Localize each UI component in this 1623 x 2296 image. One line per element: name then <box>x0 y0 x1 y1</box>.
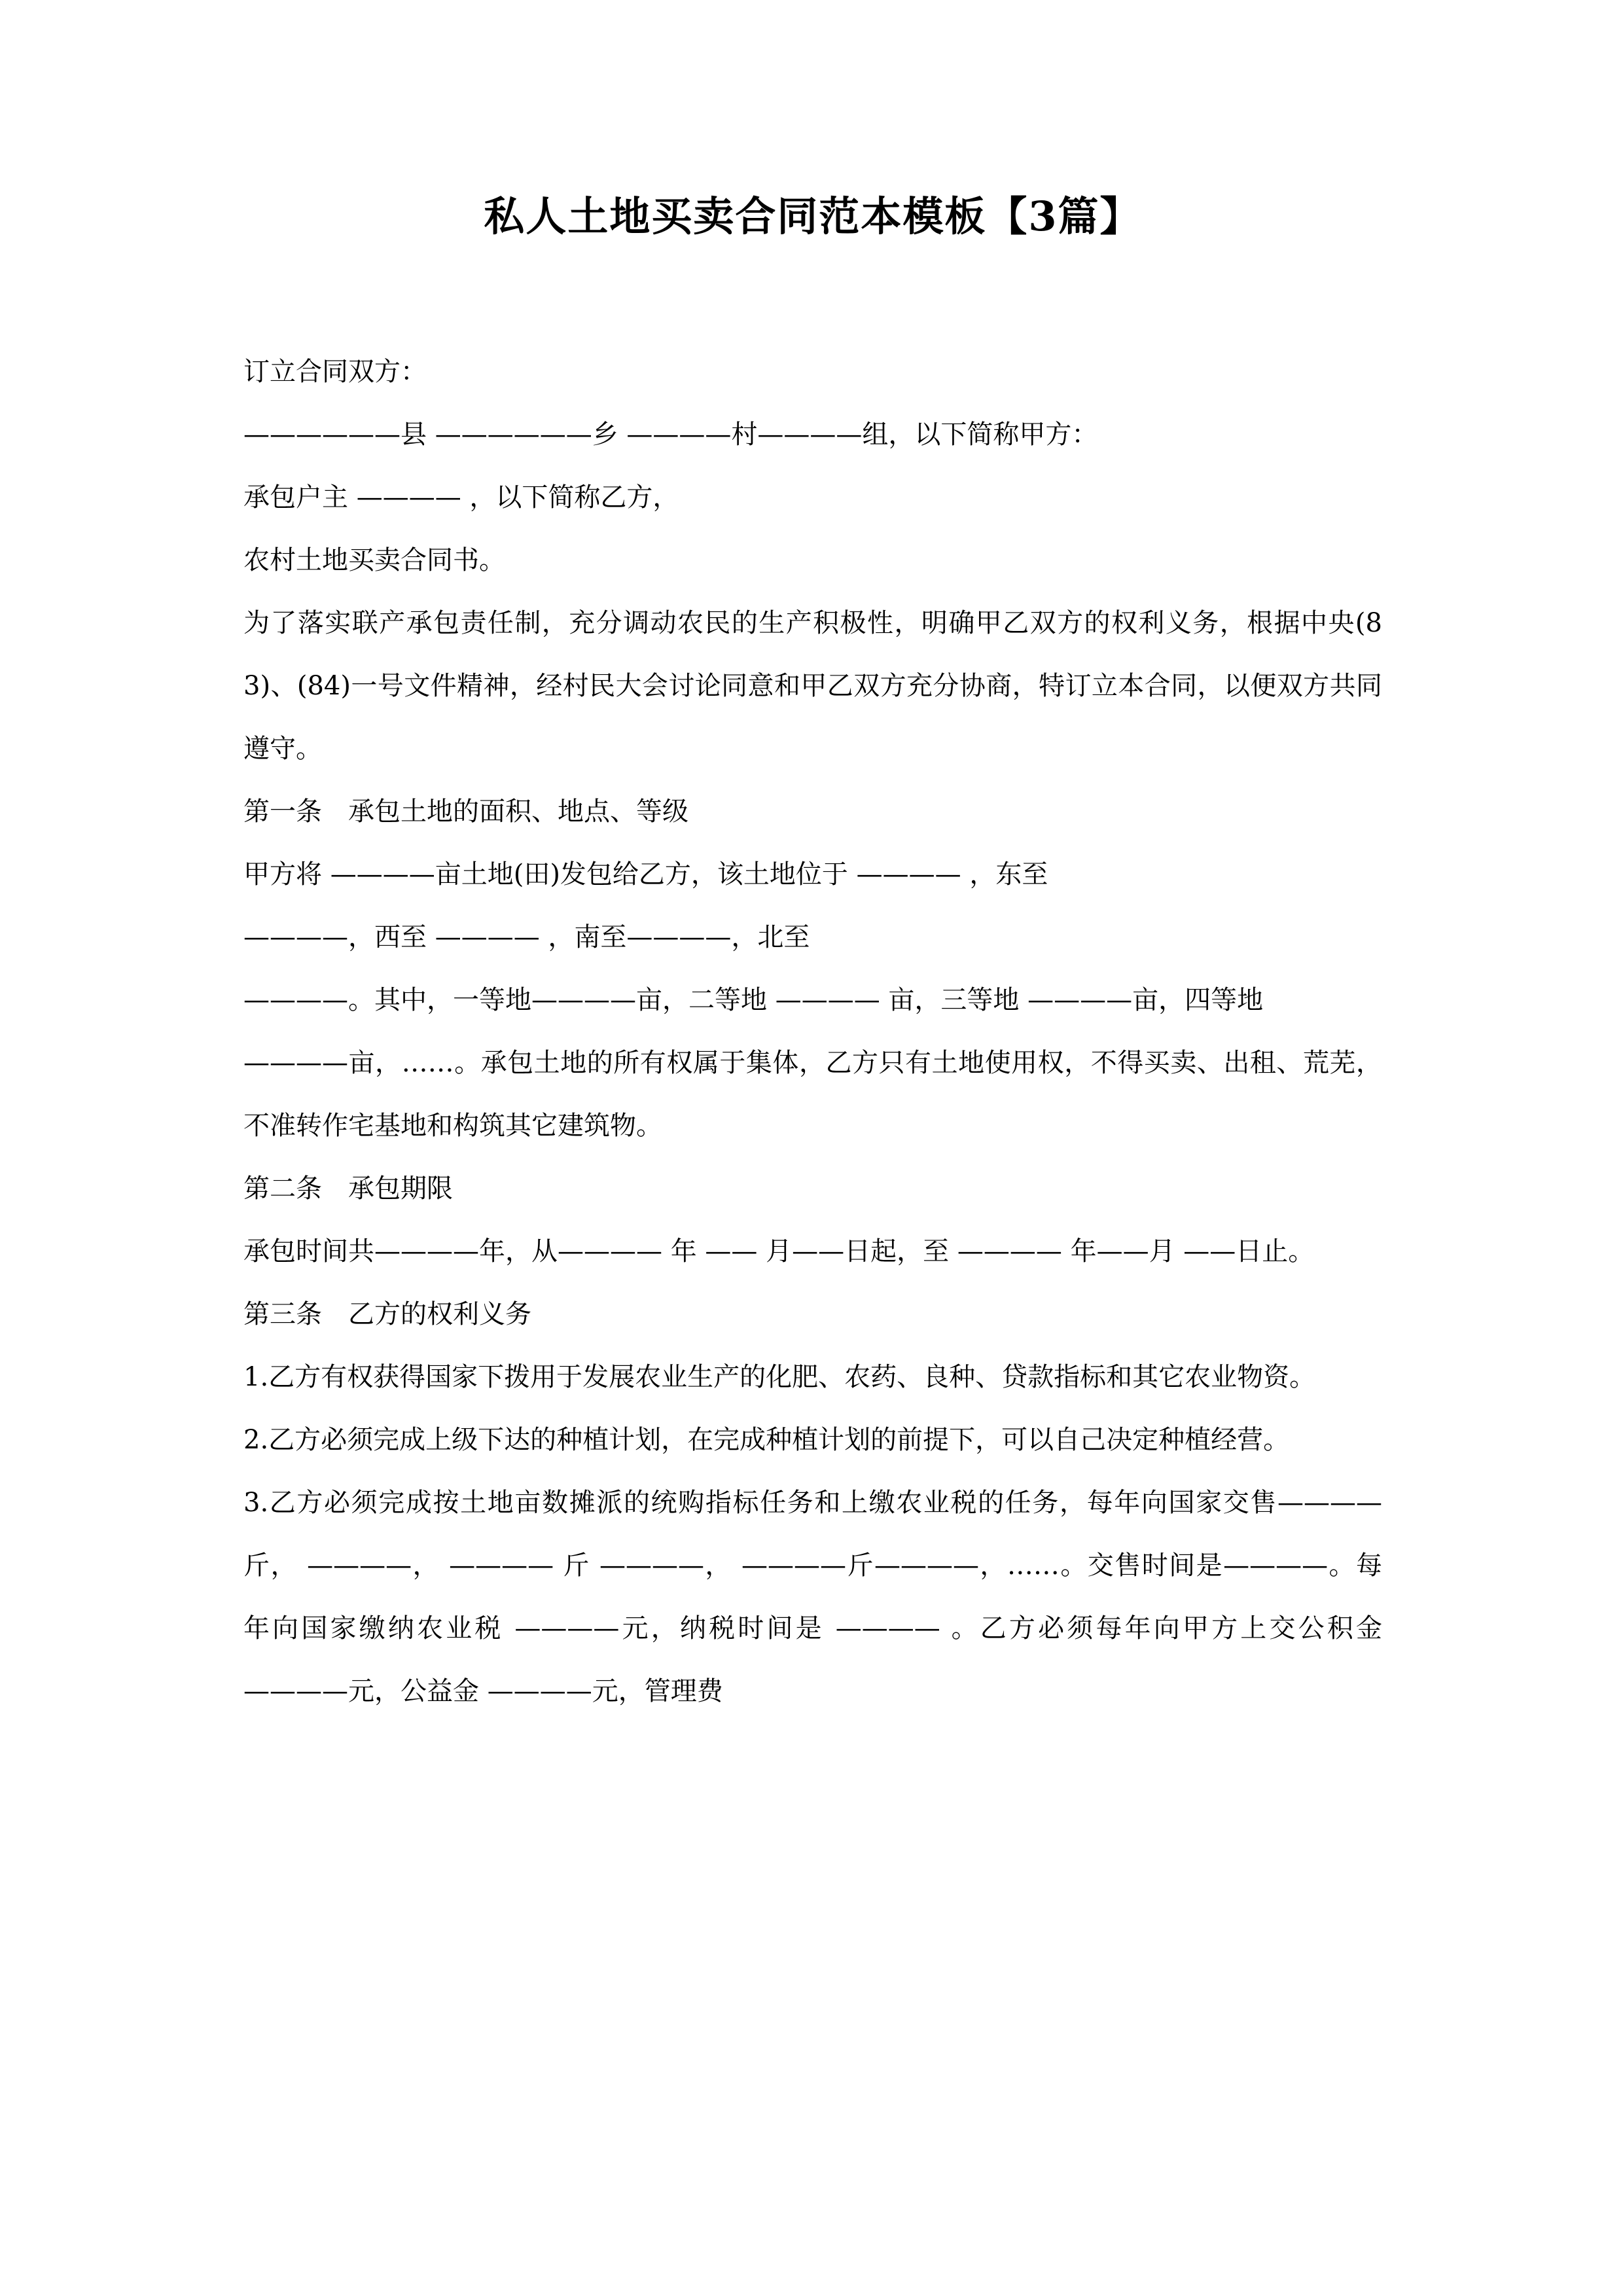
paragraph-article-1-line-3: ————。其中，一等地————亩，二等地 ———— 亩，三等地 ————亩，四等地 <box>243 985 1264 1015</box>
paragraph-article-1-heading: 第一条 承包土地的面积、地点、等级 <box>243 797 688 827</box>
page-title: 私人土地买卖合同范本模板【3篇】 <box>484 192 1142 240</box>
paragraph-article-2-body: 承包时间共————年，从———— 年 —— 月——日起，至 ———— 年——月 ——日止。 <box>243 1236 1315 1266</box>
paragraph-article-3-item-1: 1.乙方有权获得国家下拨用于发展农业生产的化肥、农药、良种、贷款指标和其它农业物资。 <box>243 1362 1316 1392</box>
paragraph-article-1-line-4: ————亩，……。承包土地的所有权属于集体，乙方只有土地使用权，不得买卖、出租、荒芜，不准转作宅基地和构筑其它建筑物。 <box>243 1048 1382 1141</box>
paragraph-contract-name: 农村土地买卖合同书。 <box>243 545 505 575</box>
document-body <box>243 340 1382 1723</box>
paragraph-party-a-blanks: ——————县 ——————乡 ————村————组，以下简称甲方： <box>243 420 1098 450</box>
paragraph-article-1-line-2: ————，西至 ———— ，南至————，北至 <box>243 922 810 952</box>
paragraph-preamble: 为了落实联产承包责任制，充分调动农民的生产积极性，明确甲乙双方的权利义务，根据中央(83)、(84)一号文件精神，经村民大会讨论同意和甲乙双方充分协商，特订立本合同，以便双方共同遵守。 <box>243 608 1382 764</box>
paragraph-article-1-line-1: 甲方将 ————亩土地(田)发包给乙方，该土地位于 ———— ，东至 <box>243 859 1048 889</box>
paragraph-article-3-item-3: 3.乙方必须完成按土地亩数摊派的统购指标任务和上缴农业税的任务，每年向国家交售————斤， ————， ———— 斤 ————， ————斤————，……。交售时间是————。每年向国家缴纳农业税 ————元，纳税时间是 ———— 。乙方必须每年向甲方上交公积金————元，公益金 ————元，管理费 <box>243 1488 1382 1706</box>
paragraph-article-2-heading: 第二条 承包期限 <box>243 1174 453 1204</box>
paragraph-article-3-heading: 第三条 乙方的权利义务 <box>243 1299 531 1329</box>
paragraph-party-b-blanks: 承包户主 ———— ，以下简称乙方， <box>243 482 679 512</box>
paragraph-parties-heading: 订立合同双方： <box>243 357 427 387</box>
paragraph-article-3-item-2: 2.乙方必须完成上级下达的种植计划，在完成种植计划的前提下，可以自己决定种植经营。 <box>243 1425 1290 1455</box>
